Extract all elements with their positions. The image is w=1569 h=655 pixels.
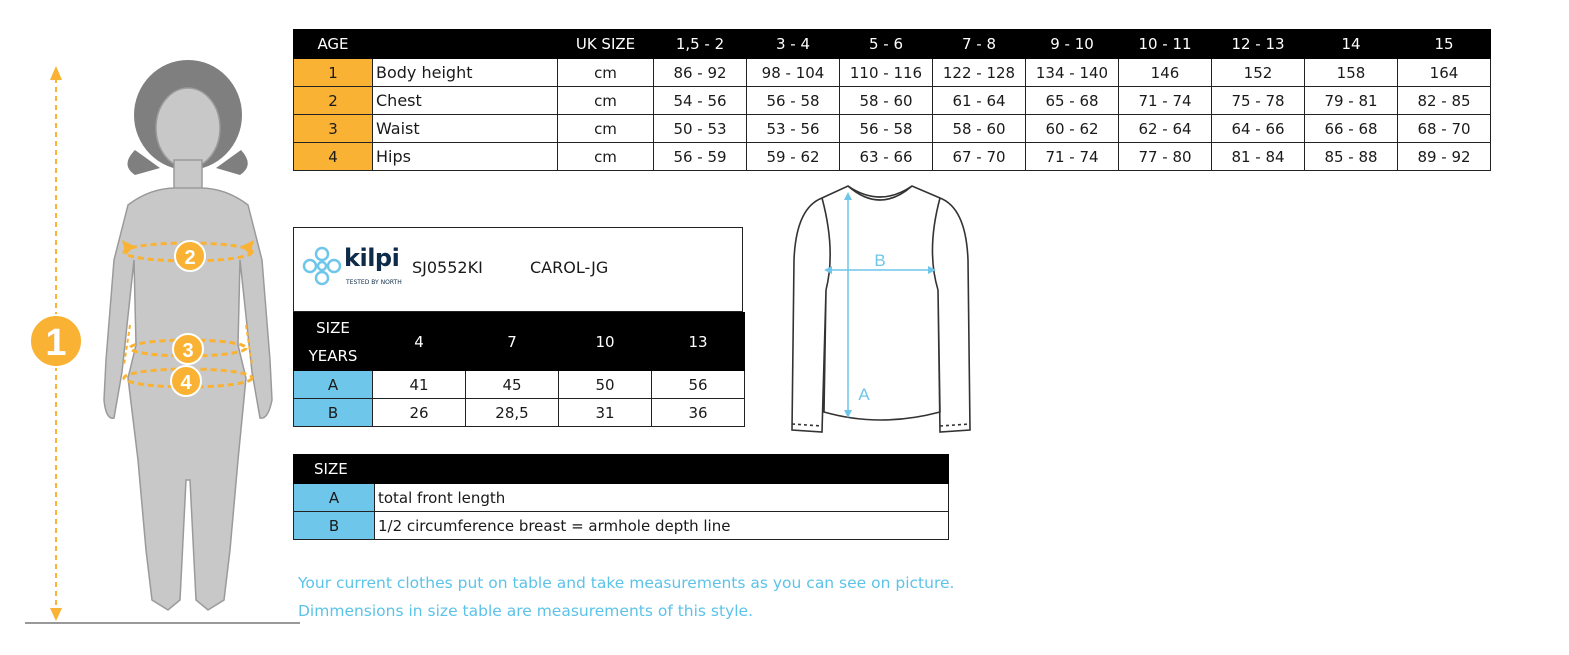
size-chart-header-row bbox=[294, 30, 1491, 59]
table-row bbox=[294, 512, 949, 540]
table-cell: 67 - 70 bbox=[933, 143, 1026, 171]
table-cell: 65 - 68 bbox=[1026, 87, 1119, 115]
table-row bbox=[294, 143, 1491, 171]
instruction-note: Your current clothes put on table and take measurements as you can see on picture. bbox=[298, 574, 955, 592]
garment-header-row bbox=[294, 313, 745, 371]
kilpi-logo-icon bbox=[301, 245, 343, 287]
marker-3 bbox=[173, 334, 203, 364]
header-years-label: YEARS bbox=[308, 346, 358, 365]
garment-size-table bbox=[293, 312, 745, 427]
header-size-col: 5 - 6 bbox=[840, 30, 933, 59]
row-number: 2 bbox=[294, 87, 373, 115]
table-cell: 41 bbox=[373, 371, 466, 399]
table-cell: 56 - 59 bbox=[654, 143, 747, 171]
marker-4-label: 4 bbox=[180, 372, 192, 394]
header-size-years bbox=[294, 313, 373, 371]
row-unit: cm bbox=[558, 59, 654, 87]
body-measurement-figure bbox=[0, 40, 300, 640]
row-unit: cm bbox=[558, 87, 654, 115]
row-number: 3 bbox=[294, 115, 373, 143]
table-cell: 62 - 64 bbox=[1119, 115, 1212, 143]
brand-tagline: TESTED BY NORTH bbox=[346, 279, 402, 286]
table-cell: 122 - 128 bbox=[933, 59, 1026, 87]
table-cell: 31 bbox=[559, 399, 652, 427]
header-size-col: 10 - 11 bbox=[1119, 30, 1212, 59]
product-info-box bbox=[293, 227, 743, 312]
table-cell: 152 bbox=[1212, 59, 1305, 87]
table-cell: 81 - 84 bbox=[1212, 143, 1305, 171]
table-cell: 56 - 58 bbox=[747, 87, 840, 115]
header-size-col: 9 - 10 bbox=[1026, 30, 1119, 59]
marker-2 bbox=[175, 241, 205, 271]
header-size-col: 12 - 13 bbox=[1212, 30, 1305, 59]
table-cell: 58 - 60 bbox=[933, 115, 1026, 143]
row-unit: cm bbox=[558, 115, 654, 143]
row-key: B bbox=[294, 399, 373, 427]
table-cell: 98 - 104 bbox=[747, 59, 840, 87]
shirt-label-b: B bbox=[874, 251, 886, 270]
table-row bbox=[294, 371, 745, 399]
legend-header-row bbox=[294, 455, 949, 484]
header-size-col: 3 - 4 bbox=[747, 30, 840, 59]
table-cell: 85 - 88 bbox=[1305, 143, 1398, 171]
header-size: SIZE bbox=[294, 455, 949, 484]
table-cell: 75 - 78 bbox=[1212, 87, 1305, 115]
marker-1-label: 1 bbox=[45, 322, 67, 364]
row-number: 4 bbox=[294, 143, 373, 171]
table-cell: 50 - 53 bbox=[654, 115, 747, 143]
row-description: 1/2 circumference breast = armhole depth line bbox=[374, 512, 948, 540]
table-cell: 26 bbox=[373, 399, 466, 427]
header-size-col: 13 bbox=[652, 313, 745, 371]
product-model: CAROL-JG bbox=[530, 258, 609, 277]
header-size-col: 4 bbox=[373, 313, 466, 371]
table-row bbox=[294, 59, 1491, 87]
header-age: AGE bbox=[294, 30, 373, 59]
header-size-col: 7 - 8 bbox=[933, 30, 1026, 59]
header-size-col: 14 bbox=[1305, 30, 1398, 59]
table-cell: 59 - 62 bbox=[747, 143, 840, 171]
row-key: B bbox=[294, 512, 375, 540]
table-cell: 79 - 81 bbox=[1305, 87, 1398, 115]
header-blank bbox=[373, 30, 558, 59]
marker-1 bbox=[30, 315, 82, 367]
shirt-diagram bbox=[780, 180, 980, 445]
size-chart-table bbox=[293, 29, 1491, 171]
marker-2-label: 2 bbox=[184, 247, 196, 269]
header-size-label: SIZE bbox=[316, 318, 350, 337]
table-cell: 89 - 92 bbox=[1398, 143, 1491, 171]
table-cell: 54 - 56 bbox=[654, 87, 747, 115]
row-number: 1 bbox=[294, 59, 373, 87]
instruction-note: Dimmensions in size table are measurements of this style. bbox=[298, 602, 754, 620]
header-size-col: 10 bbox=[559, 313, 652, 371]
row-description: total front length bbox=[374, 484, 948, 512]
row-unit: cm bbox=[558, 143, 654, 171]
table-cell: 71 - 74 bbox=[1026, 143, 1119, 171]
header-size-col: 15 bbox=[1398, 30, 1491, 59]
row-label: Waist bbox=[373, 115, 558, 143]
table-cell: 71 - 74 bbox=[1119, 87, 1212, 115]
header-uk-size: UK SIZE bbox=[558, 30, 654, 59]
table-row bbox=[294, 484, 949, 512]
table-cell: 82 - 85 bbox=[1398, 87, 1491, 115]
table-cell: 77 - 80 bbox=[1119, 143, 1212, 171]
marker-3-label: 3 bbox=[182, 340, 194, 362]
table-cell: 56 bbox=[652, 371, 745, 399]
table-row bbox=[294, 399, 745, 427]
table-cell: 60 - 62 bbox=[1026, 115, 1119, 143]
row-key: A bbox=[294, 371, 373, 399]
product-code: SJ0552KI bbox=[412, 258, 483, 277]
table-cell: 110 - 116 bbox=[840, 59, 933, 87]
table-cell: 66 - 68 bbox=[1305, 115, 1398, 143]
table-cell: 28,5 bbox=[466, 399, 559, 427]
brand-logo-text: kilpi bbox=[344, 244, 400, 272]
row-key: A bbox=[294, 484, 375, 512]
table-cell: 164 bbox=[1398, 59, 1491, 87]
table-cell: 64 - 66 bbox=[1212, 115, 1305, 143]
marker-4 bbox=[171, 366, 201, 396]
table-cell: 61 - 64 bbox=[933, 87, 1026, 115]
shirt-label-a: A bbox=[858, 385, 870, 404]
row-label: Hips bbox=[373, 143, 558, 171]
table-cell: 53 - 56 bbox=[747, 115, 840, 143]
table-cell: 68 - 70 bbox=[1398, 115, 1491, 143]
table-cell: 134 - 140 bbox=[1026, 59, 1119, 87]
table-cell: 63 - 66 bbox=[840, 143, 933, 171]
row-label: Body height bbox=[373, 59, 558, 87]
table-cell: 45 bbox=[466, 371, 559, 399]
table-row bbox=[294, 115, 1491, 143]
row-label: Chest bbox=[373, 87, 558, 115]
header-size-col: 1,5 - 2 bbox=[654, 30, 747, 59]
table-cell: 36 bbox=[652, 399, 745, 427]
table-cell: 56 - 58 bbox=[840, 115, 933, 143]
table-row bbox=[294, 87, 1491, 115]
header-size-col: 7 bbox=[466, 313, 559, 371]
measurement-legend-table bbox=[293, 454, 949, 540]
table-cell: 86 - 92 bbox=[654, 59, 747, 87]
table-cell: 58 - 60 bbox=[840, 87, 933, 115]
table-cell: 50 bbox=[559, 371, 652, 399]
table-cell: 158 bbox=[1305, 59, 1398, 87]
table-cell: 146 bbox=[1119, 59, 1212, 87]
